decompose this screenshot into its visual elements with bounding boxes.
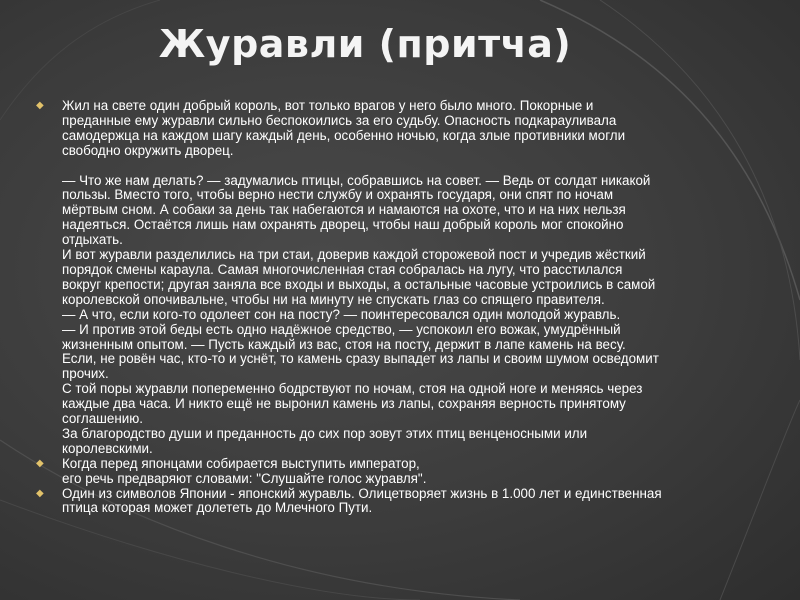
bullet-text: Когда перед японцами собирается выступить император, его речь предваряют словами: "Слушайте голос журавля".: [62, 455, 427, 486]
bullet-item: [36, 457, 776, 487]
diamond-bullet-icon: ◆: [36, 457, 44, 469]
bullet-text: Один из символов Японии - японский журавль. Олицетворяет жизнь в 1.000 лет и единственная птица которая может долететь до Млечного Пути.: [62, 485, 662, 516]
slide-body: [36, 99, 776, 516]
bullet-text: Жил на свете один добрый король, вот только врагов у него было много. Покорные и преданные ему журавли сильно беспокоились за его судьбу. Опасность подкарауливала самодержца на каждом шагу каждый день, особенно ночью, когда злые противники могли свободно окружить дворец. — Что же нам делать? — задумались птицы, собравшись на совет. — Ведь от солдат никакой пользы. Вместо того, чтобы верно нести службу и охранять государя, они спят по ночам мёртвым сном. А собаки за день так набегаются и намаются на охоте, что и на них нельзя надеяться. Остаётся лишь нам охранять дворец, чтобы наш добрый король мог спокойно отдыхать. И вот журавли разделились на три стаи, доверив каждой сторожевой пост и учредив жёсткий порядок смены караула. Самая многочисленная стая собралась на лугу, что расстилался вокруг крепости; другая заняла все входы и выходы, а остальные часовые устроились в самой королевской опочивальне, чтобы ни на минуту не спускать глаз со спящего правителя. — А что, если кого-то одолеет сон на посту? — поинтересовался один молодой журавль. — И против этой беды есть одно надёжное средство, — успокоил его вожак, умудрённый жизненным опытом. — Пусть каждый из вас, стоя на посту, держит в лапе камень на весу. Если, не ровён час, кто-то и уснёт, то камень сразу выпадет из лапы и своим шумом осведомит прочих. С той поры журавли попеременно бодрствуют по ночам, стоя на одной ноге и меняясь через каждые два часа. И никто ещё не выронил камень из лапы, сохраняя верность принятому соглашению. За благородство души и преданность до сих пор зовут этих птиц венценосными или королевскими.: [62, 98, 659, 456]
diamond-bullet-icon: ◆: [36, 100, 44, 111]
slide-title: Журавли (притча): [158, 22, 572, 66]
bullet-item: [36, 487, 776, 517]
bullet-item: [36, 99, 776, 457]
diamond-bullet-icon: ◆: [36, 487, 44, 499]
